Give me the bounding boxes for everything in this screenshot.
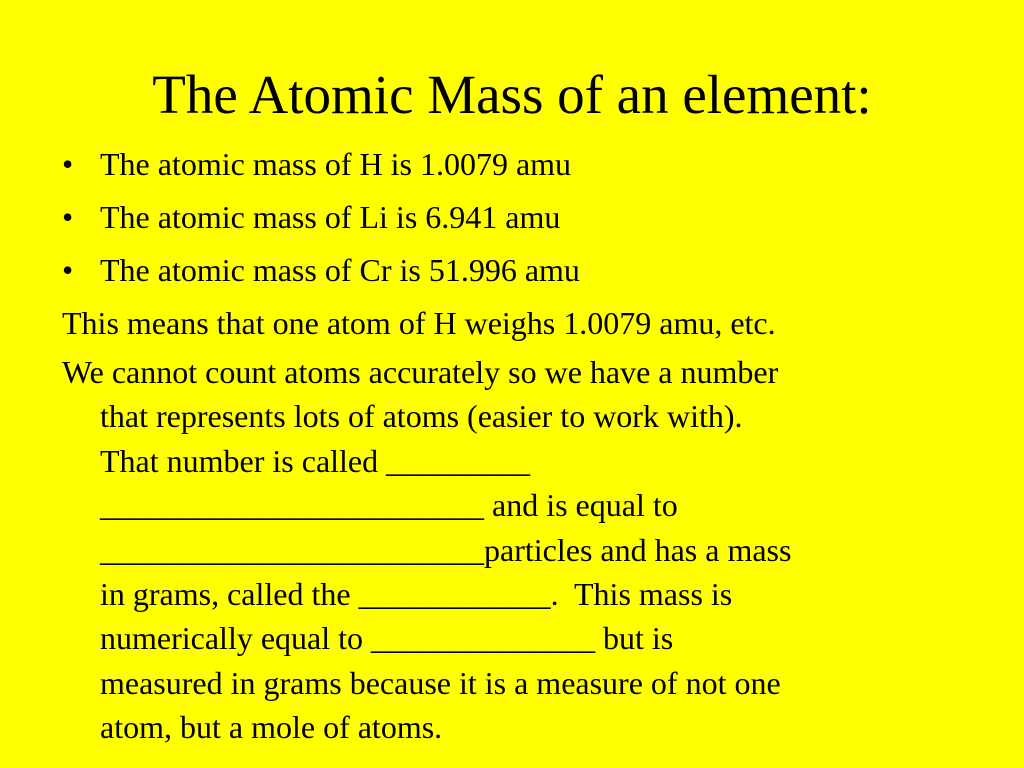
bullet-text: The atomic mass of H is 1.0079 amu <box>100 146 572 182</box>
bullet-item-chromium <box>62 244 1002 297</box>
paragraph-line: numerically equal to ______________ but is <box>100 620 674 657</box>
slide-body <box>62 138 1002 750</box>
bullet-dot-icon: • <box>62 199 74 235</box>
paragraph-line: That number is called _________ <box>100 442 531 479</box>
paragraph-line: atom, but a mole of atoms. <box>100 709 443 746</box>
bullet-text: The atomic mass of Li is 6.941 amu <box>100 199 561 235</box>
paragraph-line: in grams, called the ____________. This mass is <box>100 575 733 612</box>
paragraph-line: We cannot count atoms accurately so we have a number <box>62 354 779 390</box>
paragraph-line: ________________________particles and has a mass <box>100 531 792 568</box>
slide-title: The Atomic Mass of an element: <box>152 64 872 125</box>
bullet-list <box>62 138 1002 297</box>
bullet-dot-icon: • <box>62 146 74 182</box>
paragraph-mole-explanation <box>62 350 1002 750</box>
paragraph-meaning: This means that one atom of H weighs 1.0079 amu, etc. <box>62 305 776 341</box>
bullet-dot-icon: • <box>62 252 74 288</box>
paragraph-line: that represents lots of atoms (easier to work with). <box>100 398 743 435</box>
paragraph-line: ________________________ and is equal to <box>100 487 678 524</box>
bullet-text: The atomic mass of Cr is 51.996 amu <box>100 252 580 288</box>
bullet-item-hydrogen <box>62 138 1002 191</box>
bullet-item-lithium <box>62 191 1002 244</box>
paragraph-line: measured in grams because it is a measure of not one <box>100 664 781 701</box>
